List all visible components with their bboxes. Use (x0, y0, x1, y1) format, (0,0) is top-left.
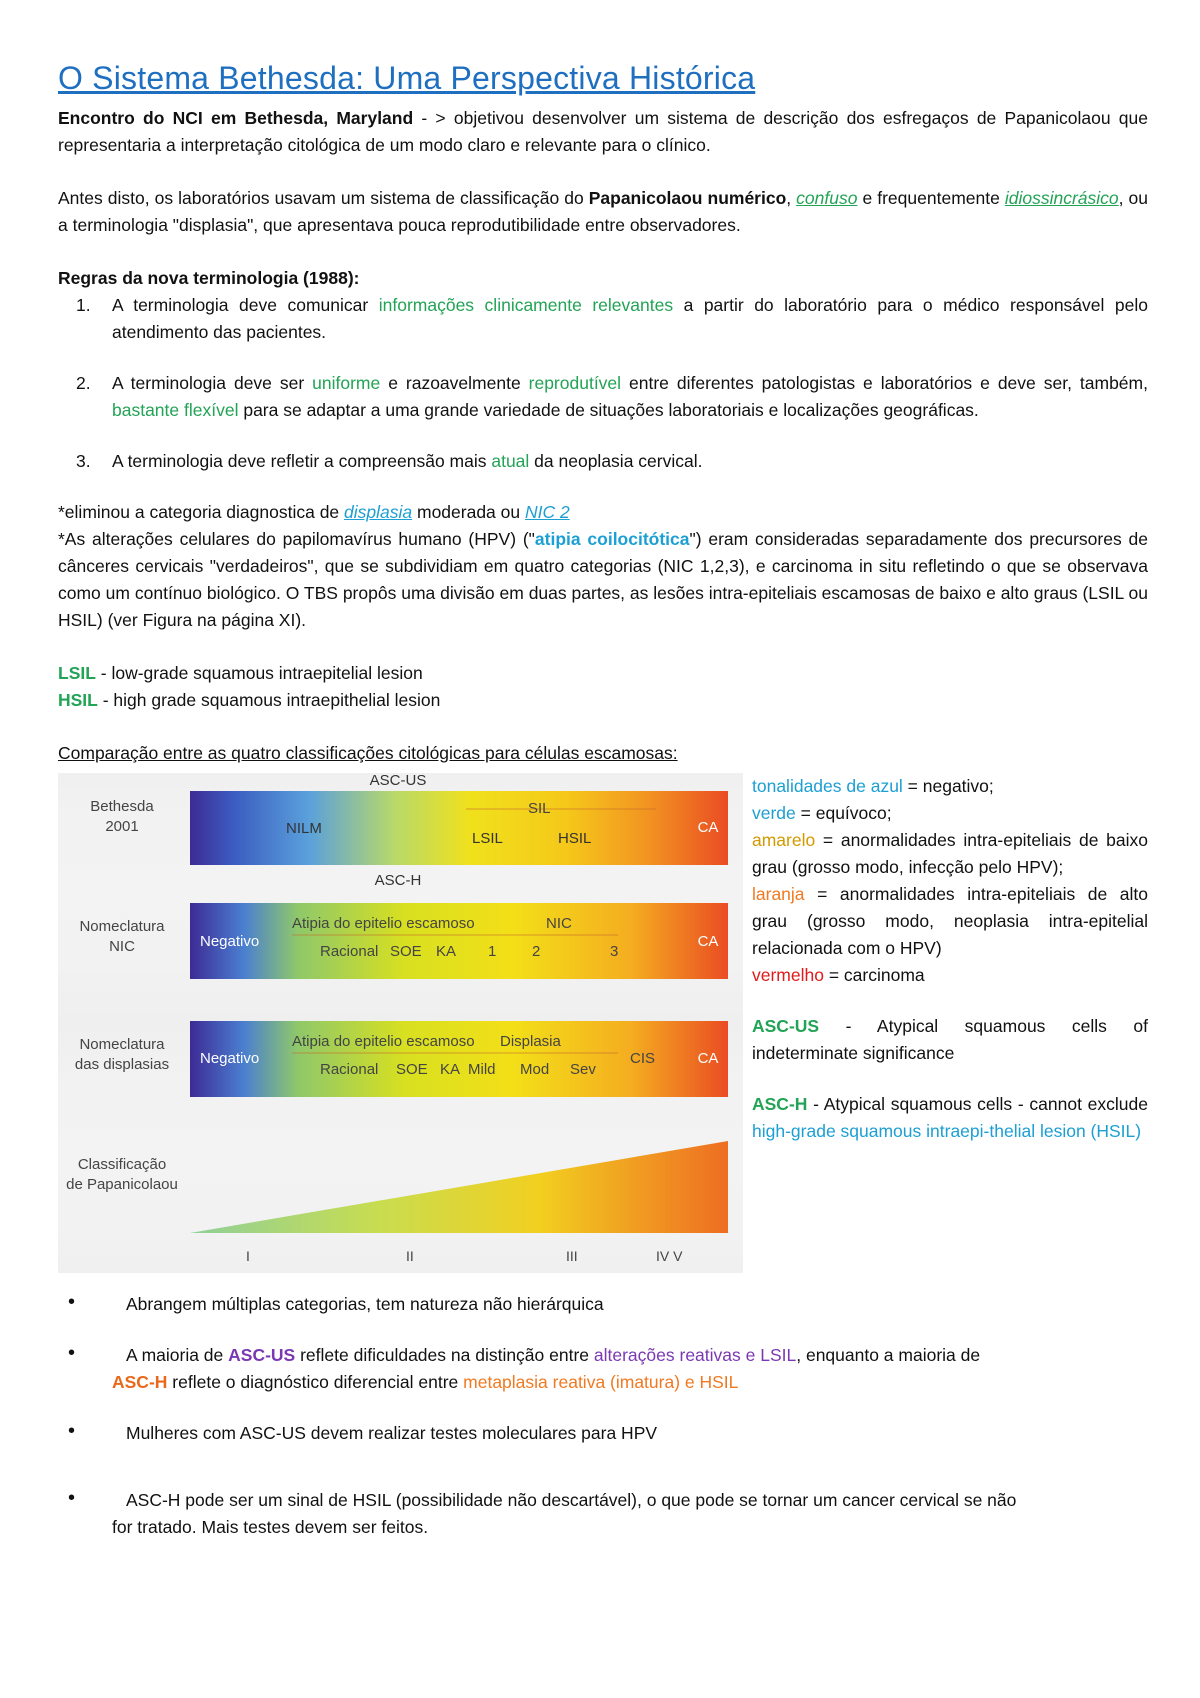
row1-label-1: Bethesda (90, 798, 154, 815)
idiossincrasico-link[interactable]: idiossincrásico (1004, 188, 1119, 208)
legend-term: tonalidades de azul (752, 776, 903, 796)
list-item (58, 448, 1148, 475)
nic2-link[interactable]: NIC 2 (524, 502, 570, 522)
cis-label: CIS (630, 1050, 656, 1067)
bullet-text: ASC-H pode ser um sinal de HSIL (possibilidade não descartável), o que pode se tornar um cancer cervical se não (126, 1490, 1017, 1510)
list-item: • ASC-H pode ser um sinal de HSIL (possibilidade não descartável), o que pode se tornar um cancer cervical se não for tratado. Mais testes devem ser feitos. (68, 1487, 1017, 1537)
note-text: ") eram consideradas separadamente dos precursores de cânceres cervicais "verdadeiros", que se subdividiam em quatro categorias (NIC 1,2,3), e carcinoma in situ refletindo o que se observava como um contínuo biológico. O TBS propôs uma divisão em duas partes, as lesões intra-epiteliais escamosas de baixo e alto graus (LSIL ou HSIL) (ver Figura na página XI). (58, 529, 1148, 630)
before-text-1: Antes disto, os laboratórios usavam um sistema de classificação do (58, 188, 589, 208)
rule-text: da neoplasia cervical. (529, 451, 703, 471)
sil-label: SIL (528, 800, 551, 817)
note-text: *eliminou a categoria diagnostica de (58, 502, 345, 522)
intro-paragraph (58, 105, 1148, 159)
row3-label-2: das displasias (74, 1056, 170, 1073)
figure-row (58, 773, 1148, 1283)
rules-heading: Regras da nova terminologia (1988): (58, 268, 360, 288)
legend-def: - Atypical squamous cells of indeterminate significance (752, 1016, 1148, 1063)
row1-label-2: 2001 (105, 818, 139, 835)
lsil-def: - low-grade squamous intraepitelial lesion (95, 663, 423, 683)
mod-label: Mod (520, 1061, 550, 1078)
before-text-3: e frequentemente (857, 188, 1005, 208)
soe-label: SOE (390, 943, 422, 960)
row2-label-2: NIC (109, 938, 135, 955)
rule-highlight: reprodutível (528, 373, 622, 393)
hsil-def: - high grade squamous intraepithelial lesion (97, 690, 441, 710)
nic1-label: 1 (488, 943, 497, 960)
legend-vermelho (752, 962, 1148, 989)
hsil-abbr: HSIL (58, 690, 98, 710)
rule-text: a partir do laboratório para o médico responsável pelo atendimento das pacientes. (112, 295, 1148, 342)
sev-label: Sev (570, 1061, 596, 1078)
before-bold: Papanicolaou numérico (588, 188, 787, 208)
before-text-2: , (786, 188, 797, 208)
legend-term: ASC-US (752, 1016, 820, 1036)
legend-term: verde (752, 803, 796, 823)
rule-number: 2. (76, 373, 91, 393)
ca-label-3: CA (697, 1050, 719, 1067)
rule-text: entre diferentes patologistas e laboratórios e deve ser, também, (621, 373, 1148, 393)
legend-term: vermelho (752, 965, 824, 985)
note-text: *As alterações celulares do papilomavírus humano (HPV) (" (58, 529, 535, 549)
legend-def: = carcinoma (823, 965, 925, 985)
lsil-label: LSIL (472, 830, 503, 847)
atipia-label: Atipia do epitelio escamoso (292, 915, 475, 932)
nic3-label: 3 (610, 943, 619, 960)
negativo-label: Negativo (200, 933, 260, 950)
page-title: O Sistema Bethesda: Uma Perspectiva Histórica (58, 60, 756, 96)
legend-asch (752, 1091, 1148, 1145)
legend-term: laranja (752, 884, 805, 904)
rules-list (58, 292, 1148, 475)
classification-figure (58, 773, 743, 1273)
negativo-label-2: Negativo (200, 1050, 260, 1067)
legend-def: = equívoco; (795, 803, 892, 823)
list-item (58, 292, 1148, 346)
pap-tick-4: IV V (656, 1248, 683, 1264)
displasia-link[interactable]: displasia (344, 502, 413, 522)
rule-number: 3. (76, 451, 91, 471)
document-page (58, 60, 1148, 1541)
ascus-label: ASC-US (369, 773, 427, 789)
bullet-text: Mulheres com ASC-US devem realizar testes moleculares para HPV (126, 1423, 658, 1443)
bethesda-bar (190, 791, 728, 865)
bullet-text: A maioria de (126, 1345, 229, 1365)
pap-tick-1: I (246, 1248, 250, 1264)
intro-bold: Encontro do NCI em Bethesda, Maryland (58, 108, 414, 128)
legend-def: - Atypical squamous cells - cannot exclude (807, 1094, 1148, 1114)
bullet-ascus: ASC-US (228, 1345, 296, 1365)
rule-highlight: uniforme (312, 373, 381, 393)
bullet-highlight: metaplasia reativa (imatura) e HSIL (463, 1372, 739, 1392)
list-item: • Mulheres com ASC-US devem realizar testes moleculares para HPV (68, 1420, 658, 1443)
lsil-definition (58, 660, 1148, 687)
legend-term: ASC-H (752, 1094, 808, 1114)
confuso-link[interactable]: confuso (796, 188, 858, 208)
legend-laranja (752, 881, 1148, 962)
displasia-label: Displasia (500, 1033, 561, 1050)
mild-label: Mild (468, 1061, 496, 1078)
comparison-heading: Comparação entre as quatro classificações citológicas para células escamosas: (58, 743, 678, 763)
legend-highlight: high-grade squamous intraepi-thelial lesion (HSIL) (752, 1121, 1142, 1141)
bullet-text: Abrangem múltiplas categorias, tem natureza não hierárquica (126, 1294, 604, 1314)
rule-number: 1. (76, 295, 91, 315)
legend-azul (752, 773, 1148, 800)
row4-label-2: de Papanicolaou (66, 1176, 178, 1193)
note-highlight: atipia coilocitótica (534, 529, 690, 549)
row3-label-1: Nomeclatura (79, 1036, 165, 1053)
row4-label-1: Classificação (77, 1156, 167, 1173)
lsil-abbr: LSIL (58, 663, 96, 683)
rule-text: para se adaptar a uma grande variedade de situações laboratoriais e localizações geográficas. (238, 400, 979, 420)
hsil-definition (58, 687, 1148, 714)
before-text-4: , ou a terminologia "displasia", que apresentava pouca reprodutibilidade entre observadores. (58, 188, 1149, 235)
ka-label-2: KA (440, 1061, 461, 1078)
bullet-asch: ASC-H (112, 1372, 168, 1392)
rule-highlight: bastante flexível (112, 400, 239, 420)
soe-label-2: SOE (396, 1061, 428, 1078)
bullet-list (58, 1291, 1148, 1541)
bullet-text: for tratado. Mais testes devem ser feitos. (112, 1517, 429, 1537)
racional-label: Racional (320, 943, 379, 960)
nic2-label: 2 (532, 943, 541, 960)
atipia-label-2: Atipia do epitelio escamoso (292, 1033, 475, 1050)
intro-text: - > objetivou desenvolver um sistema de descrição dos esfregaços de Papanicolaou que representaria a interpretação citológica de um modo claro e relevante para o clínico. (58, 108, 1148, 155)
asch-label: ASC-H (374, 872, 422, 889)
before-paragraph (58, 185, 1148, 239)
legend-def: = anormalidades intra-epiteliais de alto grau (grosso modo, neoplasia intra-epitelial relacionada com o HPV) (752, 884, 1148, 958)
list-item (58, 370, 1148, 424)
legend-ascus (752, 1013, 1148, 1067)
row2-label-1: Nomeclatura (79, 918, 165, 935)
rule-text: A terminologia deve refletir a compreensão mais (112, 451, 492, 471)
bullet-text: , enquanto a maioria de (796, 1345, 981, 1365)
color-legend (752, 773, 1148, 1145)
legend-verde (752, 800, 1148, 827)
list-item: • Abrangem múltiplas categorias, tem natureza não hierárquica (68, 1291, 604, 1314)
rule-text: A terminologia deve comunicar (112, 295, 379, 315)
pap-tick-3: III (566, 1248, 578, 1264)
ca-label: CA (697, 819, 719, 836)
rule-text: e razoavelmente (380, 373, 529, 393)
bullet-text: reflete dificuldades na distinção entre (295, 1345, 594, 1365)
bullet-text: reflete o diagnóstico diferencial entre (167, 1372, 464, 1392)
legend-def: = negativo; (902, 776, 994, 796)
note-text: moderada ou (412, 502, 525, 522)
nilm-label: NILM (286, 820, 322, 837)
rule-highlight: atual (491, 451, 530, 471)
ca-label-2: CA (697, 933, 719, 950)
legend-term: amarelo (752, 830, 816, 850)
legend-amarelo (752, 827, 1148, 881)
rule-highlight: informações clinicamente relevantes (378, 295, 674, 315)
ka-label: KA (436, 943, 457, 960)
racional-label-2: Racional (320, 1061, 379, 1078)
nic-label: NIC (546, 915, 572, 932)
rule-text: A terminologia deve ser (112, 373, 313, 393)
note-1 (58, 499, 1148, 526)
legend-def: = anormalidades intra-epiteliais de baixo grau (grosso modo, infecção pelo HPV); (752, 830, 1148, 877)
note-2 (58, 526, 1148, 634)
bullet-highlight: alterações reativas e LSIL (593, 1345, 797, 1365)
hsil-label: HSIL (558, 830, 592, 847)
pap-tick-2: II (406, 1248, 414, 1264)
list-item: • A maioria de ASC-US reflete dificuldades na distinção entre alterações reativas e LSIL, enquanto a maioria de ASC-H reflete o diagnóstico diferencial entre metaplasia reativa (imatura) e HSIL (68, 1342, 981, 1392)
